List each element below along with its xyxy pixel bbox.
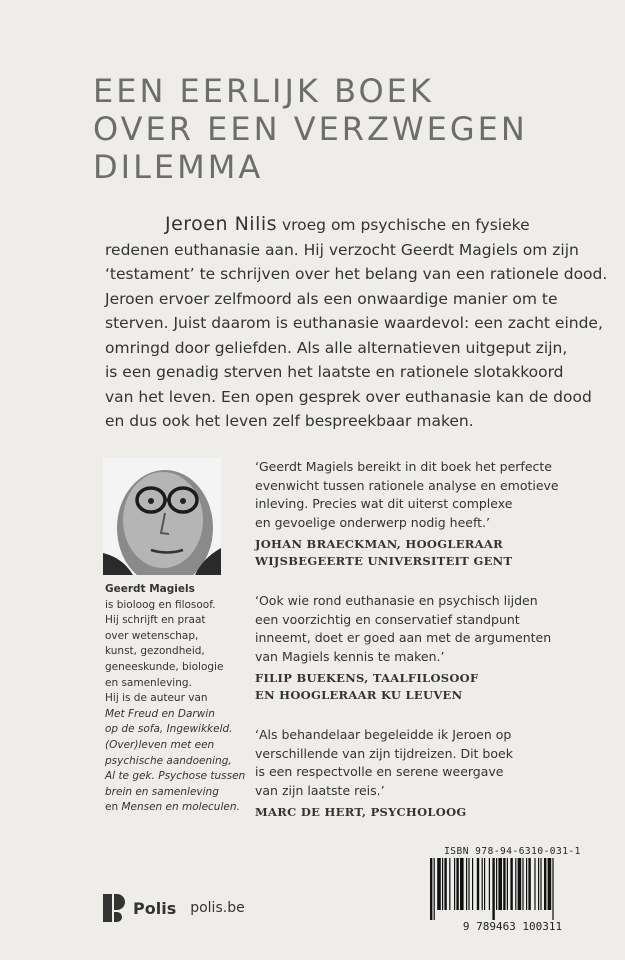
quote-line: inleving. Precies wat dit uiterst complexe xyxy=(255,496,513,511)
bio-line xyxy=(105,769,245,785)
barcode-bar xyxy=(552,858,553,920)
barcode-bar xyxy=(437,858,441,910)
barcode-bar xyxy=(528,858,530,910)
quote-line: inneemt, doet er goed aan met de argumenten xyxy=(255,630,552,645)
bio-line: is bioloog en filosoof. xyxy=(105,598,216,611)
author-portrait-image xyxy=(103,458,221,575)
barcode-bar xyxy=(444,858,446,910)
blurb-line: omringd door geliefden. Als alle alternatieven uitgeput zijn, xyxy=(105,338,568,357)
review-quote xyxy=(255,726,605,821)
book-blurb xyxy=(105,212,608,434)
author-bio xyxy=(105,582,245,816)
publisher-block xyxy=(103,893,245,923)
bio-book-title: brein en samenleving xyxy=(105,785,219,798)
bio-line xyxy=(105,754,245,770)
barcode-bar xyxy=(442,858,443,910)
blurb-line: sterven. Juist daarom is euthanasie waardevol: een zacht einde, xyxy=(105,314,603,332)
author-photo xyxy=(103,458,221,575)
barcode-bar xyxy=(526,858,527,910)
quote-line: van Magiels kennis te maken.’ xyxy=(255,648,445,664)
barcode-bar xyxy=(484,858,485,910)
barcode-bar xyxy=(482,858,483,910)
quote-line: ‘Geerdt Magiels bereikt in dit boek het perfecte xyxy=(255,459,552,474)
quote-attribution xyxy=(255,536,605,570)
barcode-bar xyxy=(496,858,497,910)
title-line: OVER EEN VERZWEGEN xyxy=(93,110,528,148)
barcode-bar xyxy=(449,858,450,910)
isbn-label: ISBN 978-94-6310-031-1 xyxy=(444,846,581,857)
bio-line: Hij schrijft en praat xyxy=(105,614,206,627)
quote-line: evenwicht tussen rationele analyse en emotieve xyxy=(255,477,559,493)
bio-line: geneeskunde, biologie xyxy=(105,660,224,673)
barcode-bar xyxy=(518,858,522,910)
barcode-bar xyxy=(472,858,473,910)
blurb-text: vroeg om psychische en fysieke xyxy=(277,216,530,234)
isbn-barcode-block xyxy=(420,845,605,933)
blurb-line: ‘testament’ te schrijven over het belang van een rationele dood. xyxy=(105,265,608,283)
attribution-line: WIJSBEGEERTE UNIVERSITEIT GENT xyxy=(255,554,513,568)
bio-line: kunst, gezondheid, xyxy=(105,645,205,658)
quote-line: verschillende van zijn tijdreizen. Dit boek xyxy=(255,745,513,761)
barcode-bars-icon xyxy=(420,858,605,920)
barcode-bar xyxy=(540,858,541,910)
attribution-line: JOHAN BRAECKMAN, HOOGLERAAR xyxy=(255,537,503,551)
blurb-line: en dus ook het leven zelf bespreekbaar maken. xyxy=(105,412,474,430)
title-line: EEN EERLIJK BOEK xyxy=(93,72,434,110)
barcode-bar xyxy=(534,858,535,910)
bio-book-title: Mensen en moleculen. xyxy=(121,801,240,814)
bio-book-title: op de sofa, Ingewikkeld. xyxy=(105,723,233,736)
barcode-bar xyxy=(492,858,494,920)
review-quote xyxy=(255,458,605,570)
barcode-bar xyxy=(503,858,505,910)
bio-line: en samenleving. xyxy=(105,676,192,689)
bio-line: over wetenschap, xyxy=(105,629,199,642)
barcode xyxy=(420,858,605,933)
barcode-bar xyxy=(434,858,435,920)
bio-line xyxy=(105,722,245,738)
quote-line: van zijn laatste reis.’ xyxy=(255,782,385,798)
attribution-line: EN HOOGLERAAR KU LEUVEN xyxy=(255,688,463,702)
title-line: DILEMMA xyxy=(93,148,264,186)
barcode-bar xyxy=(498,858,502,910)
bio-text: en xyxy=(105,801,122,814)
barcode-bar xyxy=(466,858,467,910)
blurb-line: is een genadig sterven het laatste en rationele slotakkoord xyxy=(105,363,564,381)
barcode-digits: 9 789463 100311 xyxy=(462,920,563,933)
barcode-bar xyxy=(507,858,508,910)
book-title xyxy=(93,72,613,186)
blurb-line: Jeroen ervoer zelfmoord als een onwaardige manier om te xyxy=(105,289,558,308)
quote-line: een voorzichtig en conservatief standpunt xyxy=(255,611,520,627)
attribution-line: FILIP BUEKENS, TAALFILOSOOF xyxy=(255,671,479,685)
quote-line: ‘Als behandelaar begeleidde ik Jeroen op xyxy=(255,727,512,742)
bio-line: Hij is de auteur van xyxy=(105,692,208,705)
review-quote xyxy=(255,592,605,704)
publisher-name: Polis xyxy=(133,898,177,918)
quote-line: ‘Ook wie rond euthanasie en psychisch lijden xyxy=(255,593,538,608)
barcode-bar xyxy=(477,858,479,910)
barcode-bar xyxy=(515,858,516,910)
barcode-bar xyxy=(544,858,546,910)
blurb-line: van het leven. Een open gesprek over euthanasie kan de dood xyxy=(105,387,592,406)
blurb-line: redenen euthanasie aan. Hij verzocht Geerdt Magiels om zijn xyxy=(105,240,579,259)
bio-line xyxy=(105,738,245,754)
bio-book-title: Met Freud en Darwin xyxy=(105,707,215,720)
bio-book-title: psychische aandoening, xyxy=(105,754,232,767)
barcode-bar xyxy=(510,858,512,910)
quote-line: is een respectvolle en serene weergave xyxy=(255,764,504,779)
quote-attribution xyxy=(255,670,605,704)
publisher-website: polis.be xyxy=(190,900,245,916)
barcode-bar xyxy=(460,858,464,910)
attribution-line: MARC DE HERT, PSYCHOLOOG xyxy=(255,805,467,819)
bio-line xyxy=(105,785,245,801)
bio-line xyxy=(105,800,245,816)
barcode-bar xyxy=(522,858,523,910)
bio-book-title: (Over)leven met een xyxy=(105,738,215,751)
barcode-bar xyxy=(468,858,469,910)
barcode-bar xyxy=(548,858,552,910)
bio-line xyxy=(105,707,245,723)
quote-attribution xyxy=(255,804,605,821)
bio-author-name: Geerdt Magiels xyxy=(105,583,195,595)
quote-line: en gevoelige onderwerp nodig heeft.’ xyxy=(255,514,491,530)
bio-book-title: Al te gek. Psychose tussen xyxy=(105,770,246,783)
barcode-bar xyxy=(454,858,455,910)
barcode-bar xyxy=(538,858,539,910)
barcode-bar xyxy=(456,858,458,910)
barcode-bar xyxy=(489,858,490,910)
blurb-line xyxy=(105,212,575,238)
barcode-bar xyxy=(430,858,432,920)
polis-logo-icon xyxy=(103,894,125,922)
blurb-author-name: Jeroen Nilis xyxy=(165,213,278,235)
review-quotes xyxy=(255,458,605,843)
